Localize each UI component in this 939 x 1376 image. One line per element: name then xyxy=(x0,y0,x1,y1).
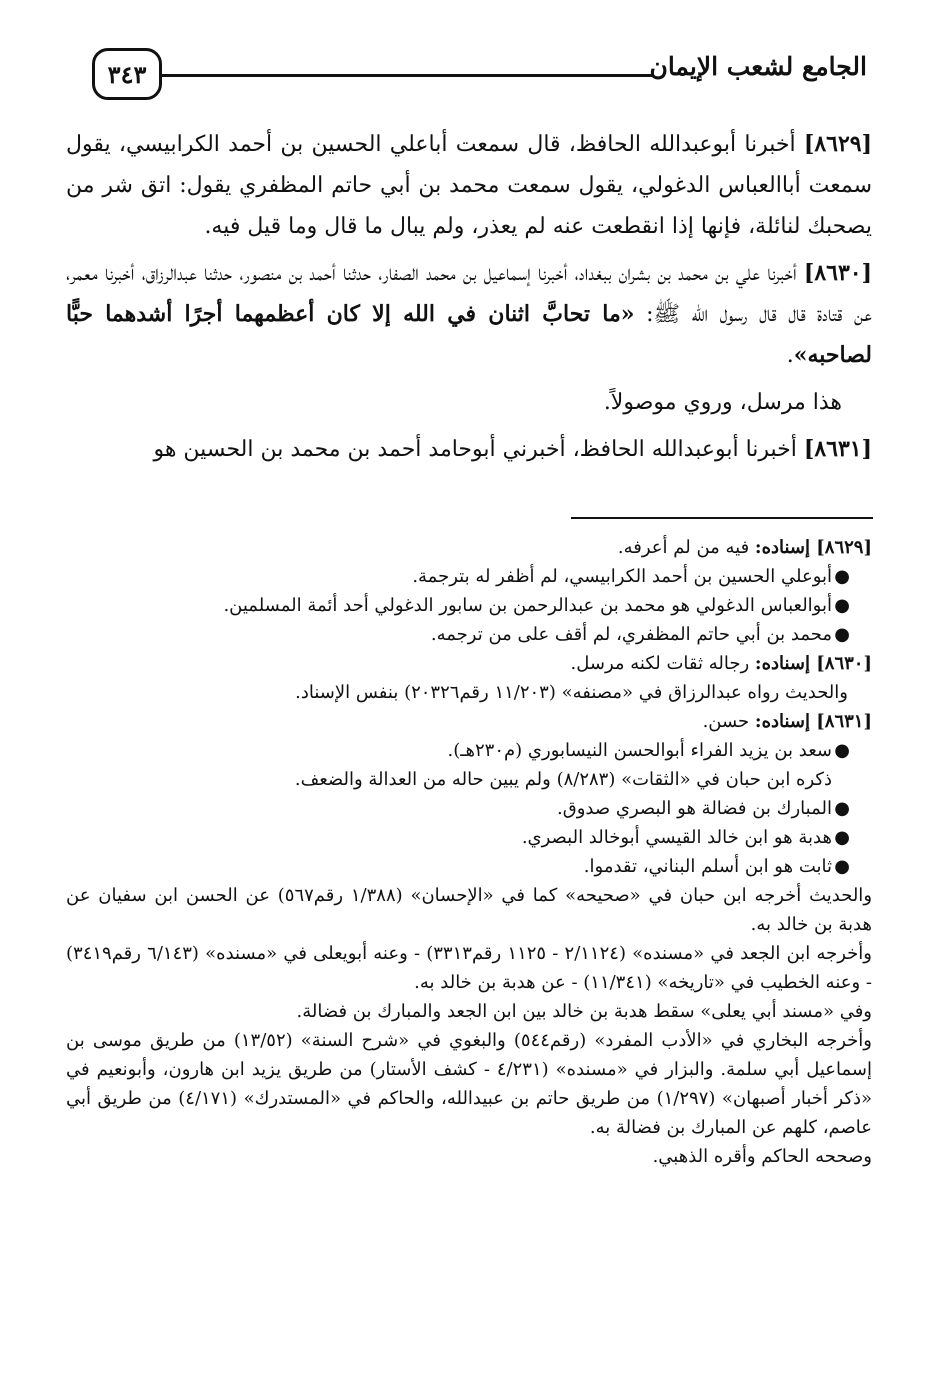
note-label: [٨٦٣١] إسناده: xyxy=(754,711,872,732)
note-text: سعد بن يزيد الفراء أبوالحسن النيسابوري (م٢٣٠هـ). xyxy=(447,740,832,761)
note-paragraph xyxy=(66,997,872,1026)
paragraph-text: أخبرنا أبوعبدالله الحافظ، أخبرني أبوحامد أحمد بن محمد بن الحسين هو xyxy=(153,437,804,462)
note-paragraph xyxy=(66,1142,872,1171)
main-text xyxy=(66,124,872,476)
bullet-icon: ● xyxy=(834,595,850,616)
note-bullet xyxy=(66,852,872,881)
hadith-number: [٨٦٣١] xyxy=(803,436,872,462)
note-text: والحديث رواه عبدالرزاق في «مصنفه» (١١/٢٠٣ رقم٢٠٣٢٦) بنفس الإسناد. xyxy=(295,682,848,703)
note-line xyxy=(66,678,872,707)
note-text: أبوعلي الحسين بن أحمد الكرابيسي، لم أظفر له بترجمة. xyxy=(412,566,832,587)
hadith-number: [٨٦٣٠] xyxy=(803,260,872,286)
note-text: أبوالعباس الدغولي هو محمد بن عبدالرحمن بن سابور الدغولي أحد أئمة المسلمين. xyxy=(223,595,832,616)
note-bullet xyxy=(66,736,872,765)
bullet-icon: ● xyxy=(834,856,850,877)
paragraph-8629 xyxy=(66,124,872,247)
note-text: وأخرجه ابن الجعد في «مسنده» (٢/١١٢٤ - ١١٢٥ رقم٣٣١٣) - وعنه أبويعلى في «مسنده» (٦/١٤٣ رقم٣٤١٩) - وعنه الخطيب في «تاريخه» (١١/٣٤١) - عن هدبة بن خالد به. xyxy=(66,943,872,993)
bullet-icon: ● xyxy=(834,624,850,645)
note-text: حسن. xyxy=(702,711,755,732)
bullet-icon: ● xyxy=(834,827,850,848)
note-bullet xyxy=(66,794,872,823)
note-text: رجاله ثقات لكنه مرسل. xyxy=(570,653,755,674)
paragraph-8630 xyxy=(66,253,872,376)
bullet-icon: ● xyxy=(834,740,850,761)
hadith-number: [٨٦٢٩] xyxy=(803,131,872,157)
note-label: [٨٦٢٩] إسناده: xyxy=(754,537,872,558)
note-bullet xyxy=(66,591,872,620)
note-text: وصححه الحاكم وأقره الذهبي. xyxy=(652,1146,872,1167)
footnotes xyxy=(66,533,872,1171)
paragraph-end: . xyxy=(786,343,794,368)
note-label: [٨٦٣٠] إسناده: xyxy=(754,653,872,674)
note-text: والحديث أخرجه ابن حبان في «صحيحه» كما في «الإحسان» (١/٣٨٨ رقم٥٦٧) عن الحسن ابن سفيان عن هدبة بن خالد به. xyxy=(66,885,873,935)
note-text: ذكره ابن حبان في «الثقات» (٨/٢٨٣) ولم يبين حاله من العدالة والضعف. xyxy=(294,769,832,790)
bullet-icon: ● xyxy=(834,798,850,819)
note-head xyxy=(66,707,872,736)
note-continuation xyxy=(66,765,872,794)
hadith-quote: «ما تحابَّ اثنان في الله إلا كان أعظمهما أجرًا أشدهما حبًّا لصاحبه» xyxy=(66,301,872,368)
running-title: الجامع لشعب الإيمان xyxy=(649,52,867,81)
header-rule xyxy=(162,74,652,77)
note-text: المبارك بن فضالة هو البصري صدوق. xyxy=(557,798,832,819)
note-paragraph xyxy=(66,939,872,997)
paragraph-text: هذا مرسل، وروي موصولاً. xyxy=(603,390,842,415)
note-bullet xyxy=(66,823,872,852)
page-number: ٣٤٣ xyxy=(92,48,162,100)
paragraph-text: أخبرنا أبوعبدالله الحافظ، قال سمعت أباعلي الحسين بن أحمد الكرابيسي، يقول سمعت أباالعباس الدغولي، يقول سمعت محمد بن أبي حاتم المظفري يقول: اتق شر من يصحبك لنائلة، فإنها إذا انقطعت عنه لم يعذر، ولم يبال ما قال وما قيل فيه. xyxy=(66,132,872,239)
note-head xyxy=(66,533,872,562)
note-text: محمد بن أبي حاتم المظفري، لم أقف على من ترجمه. xyxy=(430,624,832,645)
note-text: ثابت هو ابن أسلم البناني، تقدموا. xyxy=(583,856,832,877)
note-bullet xyxy=(66,562,872,591)
footnote-separator xyxy=(571,517,873,519)
note-head xyxy=(66,649,872,678)
note-bullet xyxy=(66,620,872,649)
paragraph-text: أخبرنا علي بن محمد بن بشران ببغداد، أخبرنا إسماعيل بن محمد الصفار، حدثنا أحمد بن منصور، حدثنا عبدالرزاق، أخبرنا معمر، عن قتادة قال قال رسول الله ﷺ: xyxy=(66,261,872,327)
note-text: فيه من لم أعرفه. xyxy=(617,537,755,558)
note-text: وفي «مسند أبي يعلى» سقط هدبة بن خالد بين ابن الجعد والمبارك بن فضالة. xyxy=(296,1001,872,1022)
paragraph-comment xyxy=(66,382,872,423)
note-text: هدبة هو ابن خالد القيسي أبوخالد البصري. xyxy=(521,827,832,848)
note-text: وأخرجه البخاري في «الأدب المفرد» (رقم٥٤٤) والبغوي في «شرح السنة» (١٣/٥٢) من طريق موسى بن إسماعيل أبي سلمة. والبزار في «مسنده» (٤/٢٣١ - كشف الأستار) من طريق يزيد ابن هارون، وأبونعيم في «ذكر أخبار أصبهان» (١/٢٩٧) من طريق حاتم بن عبيدالله، والحاكم في «المستدرك» (٤/١٧١) من طريق أبي عاصم، كلهم عن المبارك بن فضالة به. xyxy=(66,1030,873,1138)
bullet-icon: ● xyxy=(834,566,850,587)
note-paragraph xyxy=(66,1026,872,1142)
paragraph-8631 xyxy=(66,429,872,470)
page-header xyxy=(92,48,867,100)
note-paragraph xyxy=(66,881,872,939)
